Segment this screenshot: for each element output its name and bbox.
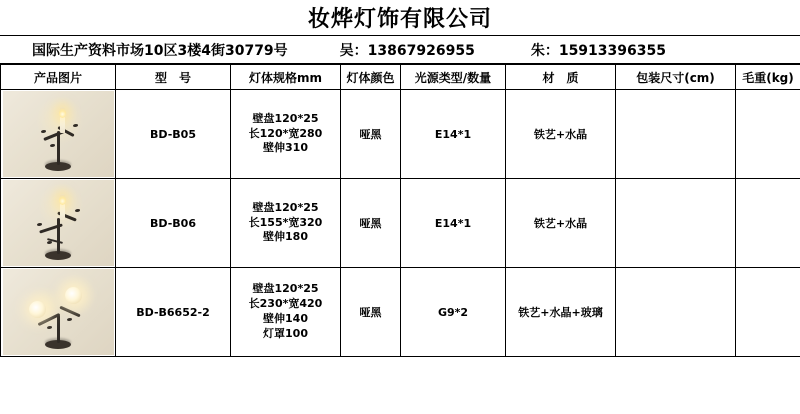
- column-header-color: 灯体颜色: [341, 65, 401, 90]
- column-header-image: 产品图片: [1, 65, 116, 90]
- product-table: [0, 64, 800, 357]
- cell-light-source: G9*2: [401, 268, 506, 357]
- cell-model: BD-B6652-2: [116, 268, 231, 357]
- cell-package-size: [616, 90, 736, 179]
- column-header-model: 型 号: [116, 65, 231, 90]
- table-row: [1, 179, 800, 268]
- spec-line: 壁伸140: [263, 312, 308, 325]
- spec-line: 壁盘120*25: [252, 282, 319, 296]
- table-header-row: [1, 65, 800, 90]
- cell-spec: [231, 268, 341, 357]
- cell-material: 铁艺+水晶+玻璃: [506, 268, 616, 357]
- contact-wu: 吴：13867926955: [339, 42, 475, 59]
- cell-weight: [736, 268, 800, 357]
- contact-row: [0, 36, 800, 64]
- cell-color: 哑黑: [341, 179, 401, 268]
- spec-line: 长120*宽280: [248, 126, 323, 140]
- column-header-spec: 灯体规格mm: [231, 65, 341, 90]
- cell-package-size: [616, 268, 736, 357]
- page-title: 妆烨灯饰有限公司: [307, 7, 492, 32]
- cell-light-source: E14*1: [401, 179, 506, 268]
- lamp-photo: [3, 269, 114, 355]
- title-row: [0, 0, 800, 36]
- product-image-cell: [1, 268, 116, 357]
- spec-line: 长230*宽420: [248, 297, 323, 311]
- company-address: 国际生产资料市场10区3楼4街30779号: [32, 42, 288, 59]
- cell-light-source: E14*1: [401, 90, 506, 179]
- spec-line: 长155*宽320: [248, 215, 323, 229]
- column-header-source: 光源类型/数量: [401, 65, 506, 90]
- lamp-photo: [3, 91, 114, 177]
- cell-spec: [231, 179, 341, 268]
- cell-color: 哑黑: [341, 90, 401, 179]
- cell-material: 铁艺+水晶: [506, 179, 616, 268]
- spec-line: 壁盘120*25: [252, 111, 319, 125]
- contact-zhu: 朱：15913396355: [530, 42, 666, 59]
- column-header-package: 包装尺寸(cm): [616, 65, 736, 90]
- cell-spec: [231, 90, 341, 179]
- spec-line: 灯罩100: [263, 326, 308, 340]
- cell-package-size: [616, 179, 736, 268]
- table-row: [1, 268, 800, 357]
- cell-model: BD-B05: [116, 90, 231, 179]
- column-header-material: 材 质: [506, 65, 616, 90]
- spec-line: 壁伸310: [263, 141, 308, 155]
- spec-line: 壁伸180: [263, 230, 308, 244]
- lamp-photo: [3, 180, 114, 266]
- product-image-cell: [1, 90, 116, 179]
- product-image-cell: [1, 179, 116, 268]
- cell-color: 哑黑: [341, 268, 401, 357]
- cell-weight: [736, 90, 800, 179]
- cell-material: 铁艺+水晶: [506, 90, 616, 179]
- cell-model: BD-B06: [116, 179, 231, 268]
- cell-weight: [736, 179, 800, 268]
- spec-line: 壁盘120*25: [252, 200, 319, 214]
- column-header-weight: 毛重(kg): [736, 65, 800, 90]
- table-row: [1, 90, 800, 179]
